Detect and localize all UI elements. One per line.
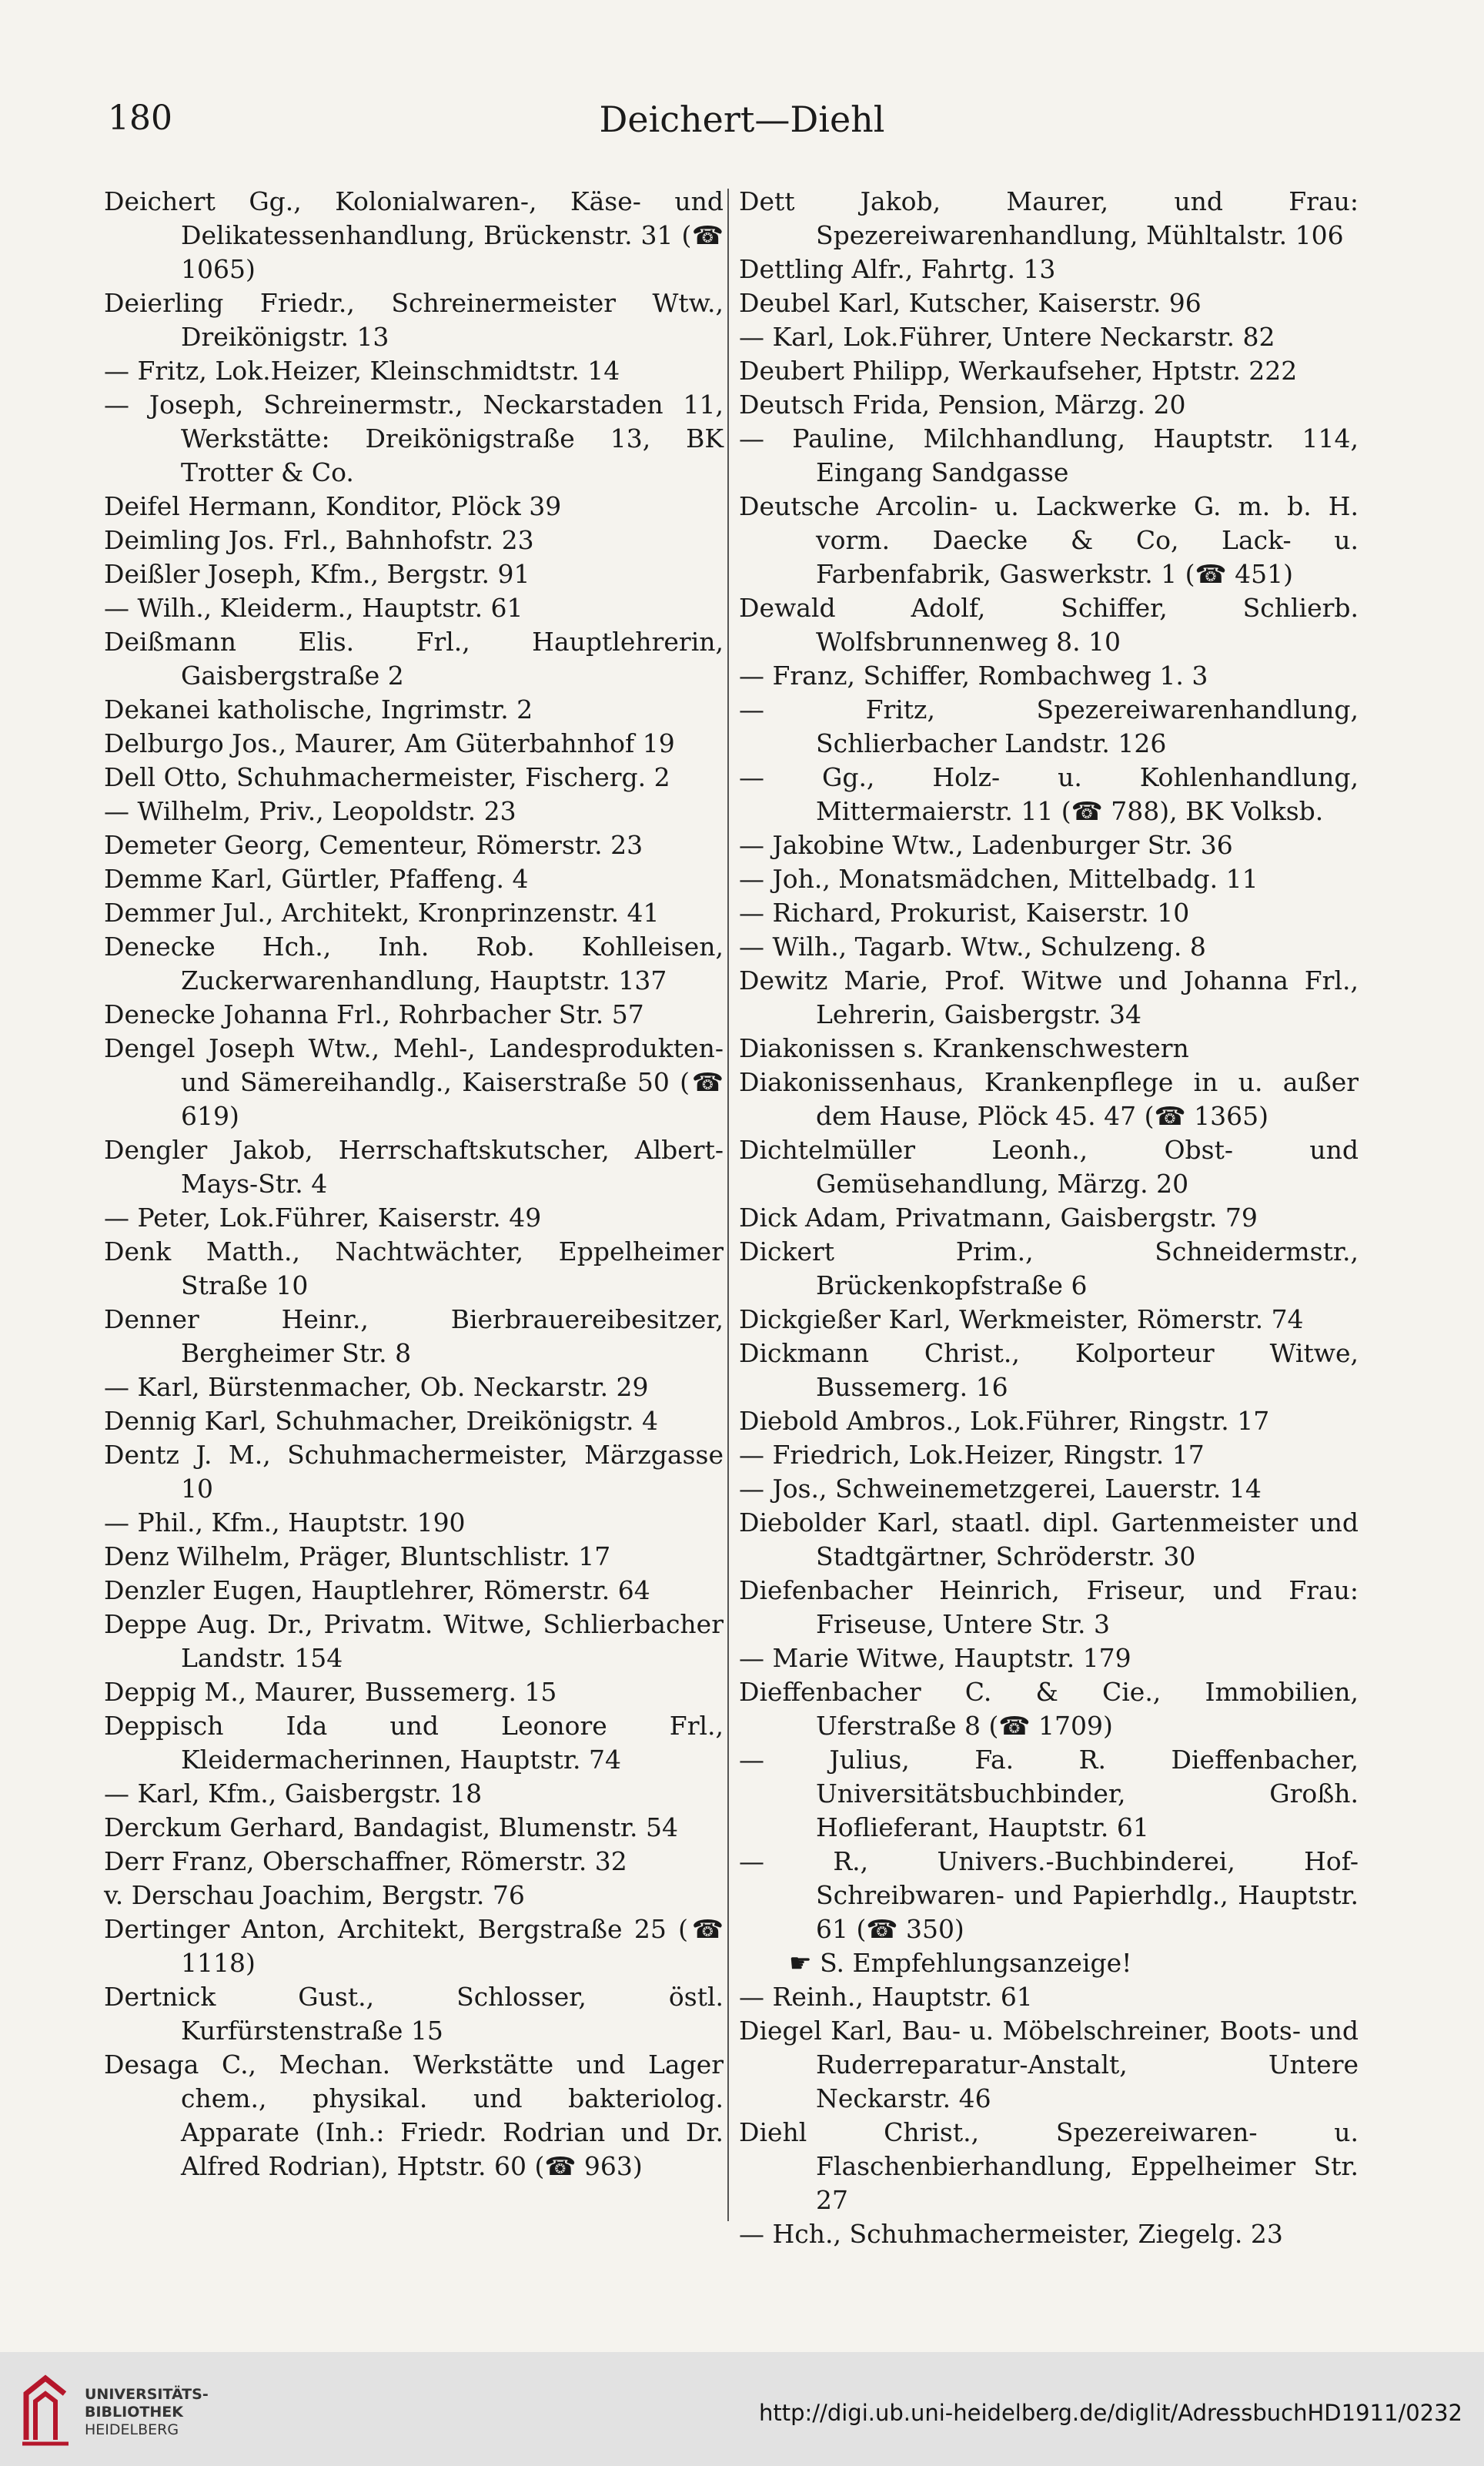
directory-entry: — Jakobine Wtw., Ladenburger Str. 36 [739,830,1233,860]
directory-entry: Deubert Philipp, Werkaufseher, Hptstr. 222 [739,356,1298,386]
page-title: Deichert—Diehl [599,99,885,140]
directory-entry: Dell Otto, Schuhmachermeister, Fischerg. 2 [104,762,670,792]
directory-entry: — Karl, Lok.Führer, Untere Neckarstr. 82 [739,322,1275,352]
library-logo-icon [18,2371,72,2448]
directory-entry: Diakonissen s. Krankenschwestern [739,1033,1189,1063]
directory-entry: Deppisch Ida und Leonore Frl., Kleidermacherinnen, Hauptstr. 74 [104,1711,724,1775]
directory-entry: Dichtelmüller Leonh., Obst- und Gemüsehandlung, Märzg. 20 [739,1135,1359,1199]
directory-entry: — Reinh., Hauptstr. 61 [739,1982,1033,2012]
directory-entry: — Jos., Schweinemetzgerei, Lauerstr. 14 [739,1474,1262,1504]
directory-entry: Dieffenbacher C. & Cie., Immobilien, Uferstraße 8 (☎ 1709) [739,1677,1359,1741]
directory-entry: Desaga C., Mechan. Werkstätte und Lager chem., physikal. und bakteriolog. Apparate (Inh.: Friedr. Rodrian und Dr. Alfred Rodrian), Hptstr. 60 (☎ 963) [104,2049,724,2181]
directory-entry: Diakonissenhaus, Krankenpflege in u. außer dem Hause, Plöck 45. 47 (☎ 1365) [739,1067,1359,1131]
directory-entry: — Julius, Fa. R. Dieffenbacher, Universitätsbuchbinder, Großh. Hoflieferant, Hauptstr. 61 [739,1745,1359,1842]
directory-entry: Derr Franz, Oberschaffner, Römerstr. 32 [104,1846,627,1876]
directory-entry: — Karl, Kfm., Gaisbergstr. 18 [104,1778,483,1809]
directory-entry: v. Derschau Joachim, Bergstr. 76 [104,1880,525,1910]
directory-entry: Dick Adam, Privatmann, Gaisbergstr. 79 [739,1203,1258,1233]
directory-entry: Demme Karl, Gürtler, Pfaffeng. 4 [104,864,529,894]
directory-entry: Denecke Johanna Frl., Rohrbacher Str. 57 [104,999,644,1029]
directory-entry: Denk Matth., Nachtwächter, Eppelheimer Straße 10 [104,1236,724,1300]
page-number: 180 [108,99,172,138]
directory-entry: — Marie Witwe, Hauptstr. 179 [739,1643,1131,1673]
directory-entry: — Joseph, Schreinermstr., Neckarstaden 11, Werkstätte: Dreikönigstraße 13, BK Trotter & Co. [104,390,724,487]
directory-entry: — Wilh., Tagarb. Wtw., Schulzeng. 8 [739,932,1206,962]
directory-entry: — Fritz, Spezereiwarenhandlung, Schlierbacher Landstr. 126 [739,694,1359,758]
left-column [104,185,724,2233]
directory-entry: Deißler Joseph, Kfm., Bergstr. 91 [104,559,530,589]
directory-entry: Demmer Jul., Architekt, Kronprinzenstr. 41 [104,898,660,928]
directory-entry: — Gg., Holz- u. Kohlenhandlung, Mittermaierstr. 11 (☎ 788), BK Volksb. [739,762,1359,826]
directory-entry: Denner Heinr., Bierbrauereibesitzer, Bergheimer Str. 8 [104,1304,724,1368]
directory-entry: Deifel Hermann, Konditor, Plöck 39 [104,491,562,521]
directory-entry: Dickert Prim., Schneidermstr., Brückenkopfstraße 6 [739,1236,1359,1300]
directory-entry: Dekanei katholische, Ingrimstr. 2 [104,694,533,724]
directory-entry: Deubel Karl, Kutscher, Kaiserstr. 96 [739,288,1202,318]
directory-entry: — Joh., Monatsmädchen, Mittelbadg. 11 [739,864,1258,894]
directory-entry: Dengel Joseph Wtw., Mehl-, Landesprodukten- und Sämereihandlg., Kaiserstraße 50 (☎ 619) [104,1033,724,1131]
directory-entry: Dewitz Marie, Prof. Witwe und Johanna Frl., Lehrerin, Gaisbergstr. 34 [739,965,1359,1029]
directory-entry: Deichert Gg., Kolonialwaren-, Käse- und Delikatessenhandlung, Brückenstr. 31 (☎ 1065) [104,186,724,284]
directory-entry: — Fritz, Lok.Heizer, Kleinschmidtstr. 14 [104,356,620,386]
directory-entry: Diegel Karl, Bau- u. Möbelschreiner, Boots- und Ruderreparatur-Anstalt, Untere Neckarstr. 46 [739,2016,1359,2113]
directory-entry: Dewald Adolf, Schiffer, Schlierb. Wolfsbrunnenweg 8. 10 [739,593,1359,657]
directory-entry: Denecke Hch., Inh. Rob. Kohlleisen, Zuckerwarenhandlung, Hauptstr. 137 [104,932,724,995]
directory-entry: Dettling Alfr., Fahrtg. 13 [739,254,1056,284]
directory-entry: Dentz J. M., Schuhmachermeister, Märzgasse 10 [104,1440,724,1504]
directory-entry: Dertnick Gust., Schlosser, östl. Kurfürstenstraße 15 [104,1982,724,2046]
directory-entry: Deutsch Frida, Pension, Märzg. 20 [739,390,1186,420]
directory-entry: Diefenbacher Heinrich, Friseur, und Frau: Friseuse, Untere Str. 3 [739,1575,1359,1639]
directory-entry: Dengler Jakob, Herrschaftskutscher, Albert-Mays-Str. 4 [104,1135,724,1199]
directory-entry: — Wilh., Kleiderm., Hauptstr. 61 [104,593,523,623]
directory-entry: Deierling Friedr., Schreinermeister Wtw., Dreikönigstr. 13 [104,288,724,352]
directory-entry: Dickgießer Karl, Werkmeister, Römerstr. 74 [739,1304,1304,1334]
directory-entry: — Franz, Schiffer, Rombachweg 1. 3 [739,661,1208,691]
directory-entry: Deißmann Elis. Frl., Hauptlehrerin, Gaisbergstraße 2 [104,627,724,691]
directory-entry: — Richard, Prokurist, Kaiserstr. 10 [739,898,1190,928]
directory-entry: Deutsche Arcolin- u. Lackwerke G. m. b. H. vorm. Daecke & Co, Lack- u. Farbenfabrik, Gaswerkstr. 1 (☎ 451) [739,491,1359,589]
directory-entry: Denzler Eugen, Hauptlehrer, Römerstr. 64 [104,1575,650,1605]
directory-entry: — Peter, Lok.Führer, Kaiserstr. 49 [104,1203,542,1233]
directory-entry: Dett Jakob, Maurer, und Frau: Spezereiwarenhandlung, Mühltalstr. 106 [739,186,1359,250]
directory-entry: Deppig M., Maurer, Bussemerg. 15 [104,1677,557,1707]
footer-bar [0,2352,1484,2466]
source-url-link[interactable]: http://digi.ub.uni-heidelberg.de/diglit/AdressbuchHD1911/0232 [758,2400,1462,2426]
directory-entry: Demeter Georg, Cementeur, Römerstr. 23 [104,830,643,860]
directory-entry: Diebolder Karl, staatl. dipl. Gartenmeister und Stadtgärtner, Schröderstr. 30 [739,1507,1359,1571]
logo-text-line: BIBLIOTHEK [85,2404,183,2421]
directory-entry: — Pauline, Milchhandlung, Hauptstr. 114, Eingang Sandgasse [739,423,1359,487]
logo-text-line: HEIDELBERG [85,2421,179,2438]
directory-entry: Dennig Karl, Schuhmacher, Dreikönigstr. 4 [104,1406,658,1436]
directory-entry: Derckum Gerhard, Bandagist, Blumenstr. 54 [104,1812,679,1842]
directory-entry: Denz Wilhelm, Präger, Bluntschlistr. 17 [104,1541,611,1571]
directory-entry: — Hch., Schuhmachermeister, Ziegelg. 23 [739,2219,1283,2249]
right-column [739,185,1359,2249]
directory-entry: Diebold Ambros., Lok.Führer, Ringstr. 17 [739,1406,1270,1436]
directory-entry: — R., Univers.-Buchbinderei, Hof-Schreibwaren- und Papierhdlg., Hauptstr. 61 (☎ 350) [739,1846,1359,1944]
directory-entry: — Friedrich, Lok.Heizer, Ringstr. 17 [739,1440,1205,1470]
directory-entry: Deimling Jos. Frl., Bahnhofstr. 23 [104,525,534,555]
directory-entry: Dickmann Christ., Kolporteur Witwe, Bussemerg. 16 [739,1338,1359,1402]
directory-entry: — Karl, Bürstenmacher, Ob. Neckarstr. 29 [104,1372,649,1402]
directory-entry: Dertinger Anton, Architekt, Bergstraße 25 (☎ 1118) [104,1914,724,1978]
directory-entry: Delburgo Jos., Maurer, Am Güterbahnhof 19 [104,728,675,758]
directory-entry: ☛ S. Empfehlungsanzeige! [789,1948,1132,1978]
directory-entry: Deppe Aug. Dr., Privatm. Witwe, Schlierbacher Landstr. 154 [104,1609,724,1673]
column-divider [727,189,729,2221]
directory-entry: — Wilhelm, Priv., Leopoldstr. 23 [104,796,516,826]
directory-entry: Diehl Christ., Spezereiwaren- u. Flaschenbierhandlung, Eppelheimer Str. 27 [739,2117,1359,2215]
logo-text-line: UNIVERSITÄTS- [85,2386,209,2403]
directory-entry: — Phil., Kfm., Hauptstr. 190 [104,1507,466,1537]
